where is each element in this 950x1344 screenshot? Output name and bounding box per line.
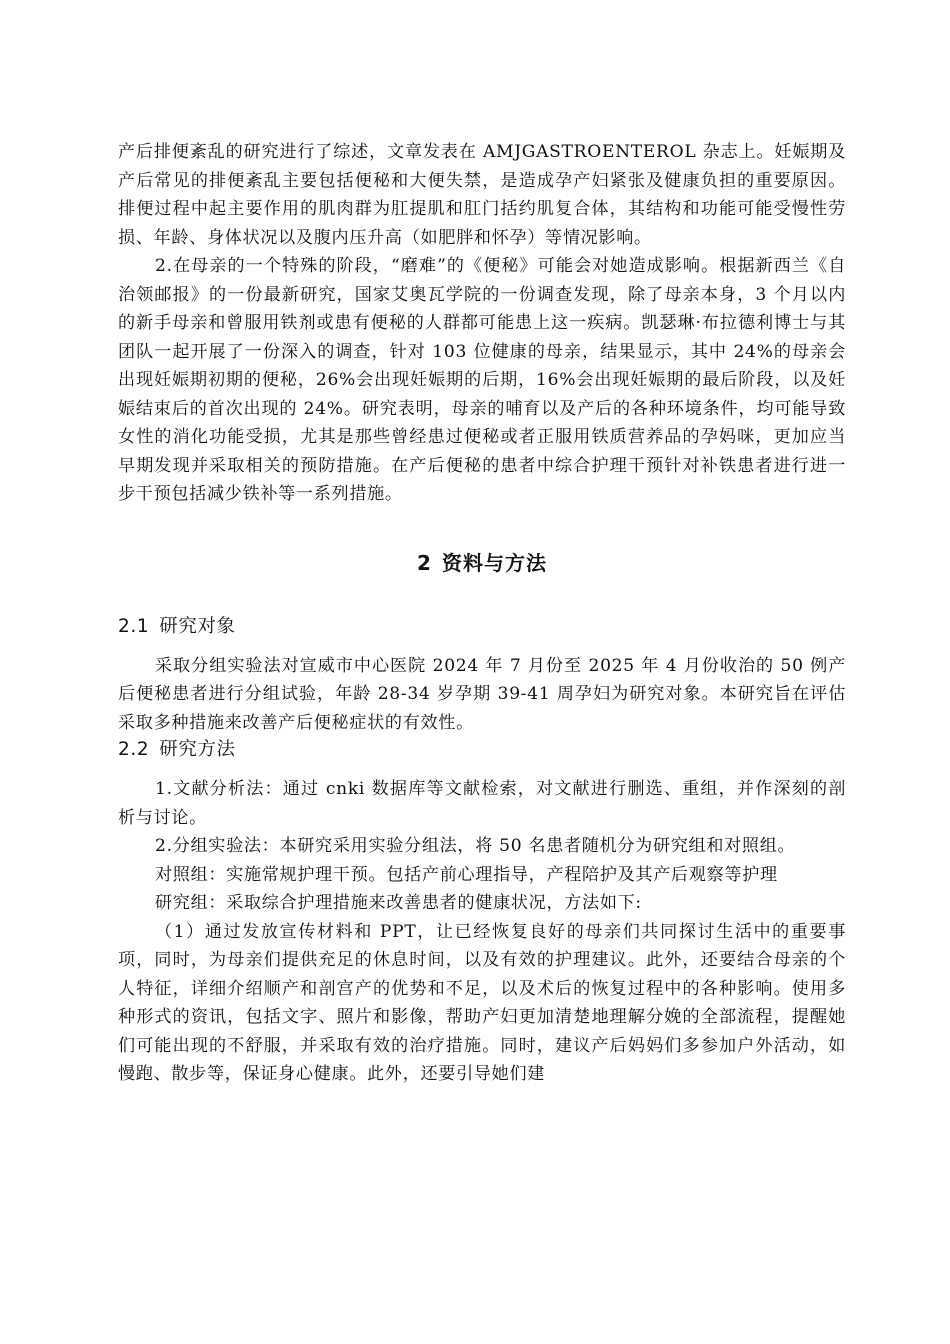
intro-paragraph-2: 2.在母亲的一个特殊的阶段，“磨难”的《便秘》可能会对她造成影响。根据新西兰《自治领邮报》的一份最新研究，国家艾奥瓦学院的一份调查发现，除了母亲本身，3 个月以内的新手母亲和曾服用铁剂或患有便秘的人群都可能患上这一疾病。凯瑟琳·布拉德利博士与其团队一起开展了一份深入的调查，针对 103 位健康的母亲，结果显示，其中 24%的母亲会出现妊娠期初期的便秘，26%会出现妊娠期的后期，16%会出现妊娠期的最后阶段，以及妊娠结束后的首次出现的 24%。研究表明，母亲的哺育以及产后的各种环境条件，均可能导致女性的消化功能受损，尤其是那些曾经患过便秘或者正服用铁质营养品的孕妈咪，更加应当早期发现并采取相关的预防措施。在产后便秘的患者中综合护理干预针对补铁患者进行进一步干预包括减少铁补等一系列措施。 bbox=[118, 256, 846, 504]
intro-paragraph-1: 产后排便紊乱的研究进行了综述，文章发表在 AMJGASTROENTEROL 杂志上。妊娠期及产后常见的排便紊乱主要包括便秘和大便失禁，是造成孕产妇紧张及健康负担的重要原因。排便过程中起主要作用的肌肉群为肛提肌和肛门括约肌复合体，其结构和功能可能受慢性劳损、年龄、身体状况以及腹内压升高（如肥胖和怀孕）等情况影响。 bbox=[118, 142, 846, 248]
chapter-number: 2 bbox=[417, 550, 432, 575]
chapter-heading bbox=[118, 550, 846, 576]
method-group-experiment: 2.分组实验法：本研究采用实验分组法，将 50 名患者随机分为研究组和对照组。 bbox=[155, 836, 796, 856]
section-heading-2-2 bbox=[118, 737, 846, 763]
section-number: 2.2 bbox=[118, 739, 150, 760]
study-group-description: 研究组：采取综合护理措施来改善患者的健康状况，方法如下: bbox=[155, 893, 642, 913]
measure-1-paragraph: （1）通过发放宣传材料和 PPT，让已经恢复良好的母亲们共同探讨生活中的重要事项，同时，为母亲们提供充足的休息时间，以及有效的护理建议。此外，还要结合母亲的个人特征，详细介绍顺产和剖宫产的优势和不足，以及术后的恢复过程中的各种影响。使用多种形式的资讯，包括文字、照片和影像，帮助产妇更加清楚地理解分娩的全部流程，提醒她们可能出现的不舒服，并采取有效的治疗措施。同时，建议产后妈妈们多参加户外活动，如慢跑、散步等，保证身心健康。此外，还要引导她们建 bbox=[118, 921, 846, 1084]
page-content bbox=[118, 138, 846, 1089]
section-title: 研究方法 bbox=[159, 739, 236, 760]
section-2-1-paragraph: 采取分组实验法对宣威市中心医院 2024 年 7 月份至 2025 年 4 月份收治的 50 例产后便秘患者进行分组试验，年龄 28-34 岁孕期 39-41 周孕妇为研究对象。本研究旨在评估采取多种措施来改善产后便秘症状的有效性。 bbox=[118, 655, 846, 733]
control-group-description: 对照组：实施常规护理干预。包括产前心理指导，产程陪护及其产后观察等护理 bbox=[155, 864, 778, 885]
section-title: 研究对象 bbox=[159, 615, 236, 637]
chapter-title: 资料与方法 bbox=[441, 550, 547, 575]
method-literature-analysis: 1.文献分析法：通过 cnki 数据库等文献检索，对文献进行删选、重组，并作深刻的剖析与讨论。 bbox=[118, 779, 846, 828]
section-heading-2-1 bbox=[118, 614, 846, 640]
section-number: 2.1 bbox=[118, 615, 150, 637]
